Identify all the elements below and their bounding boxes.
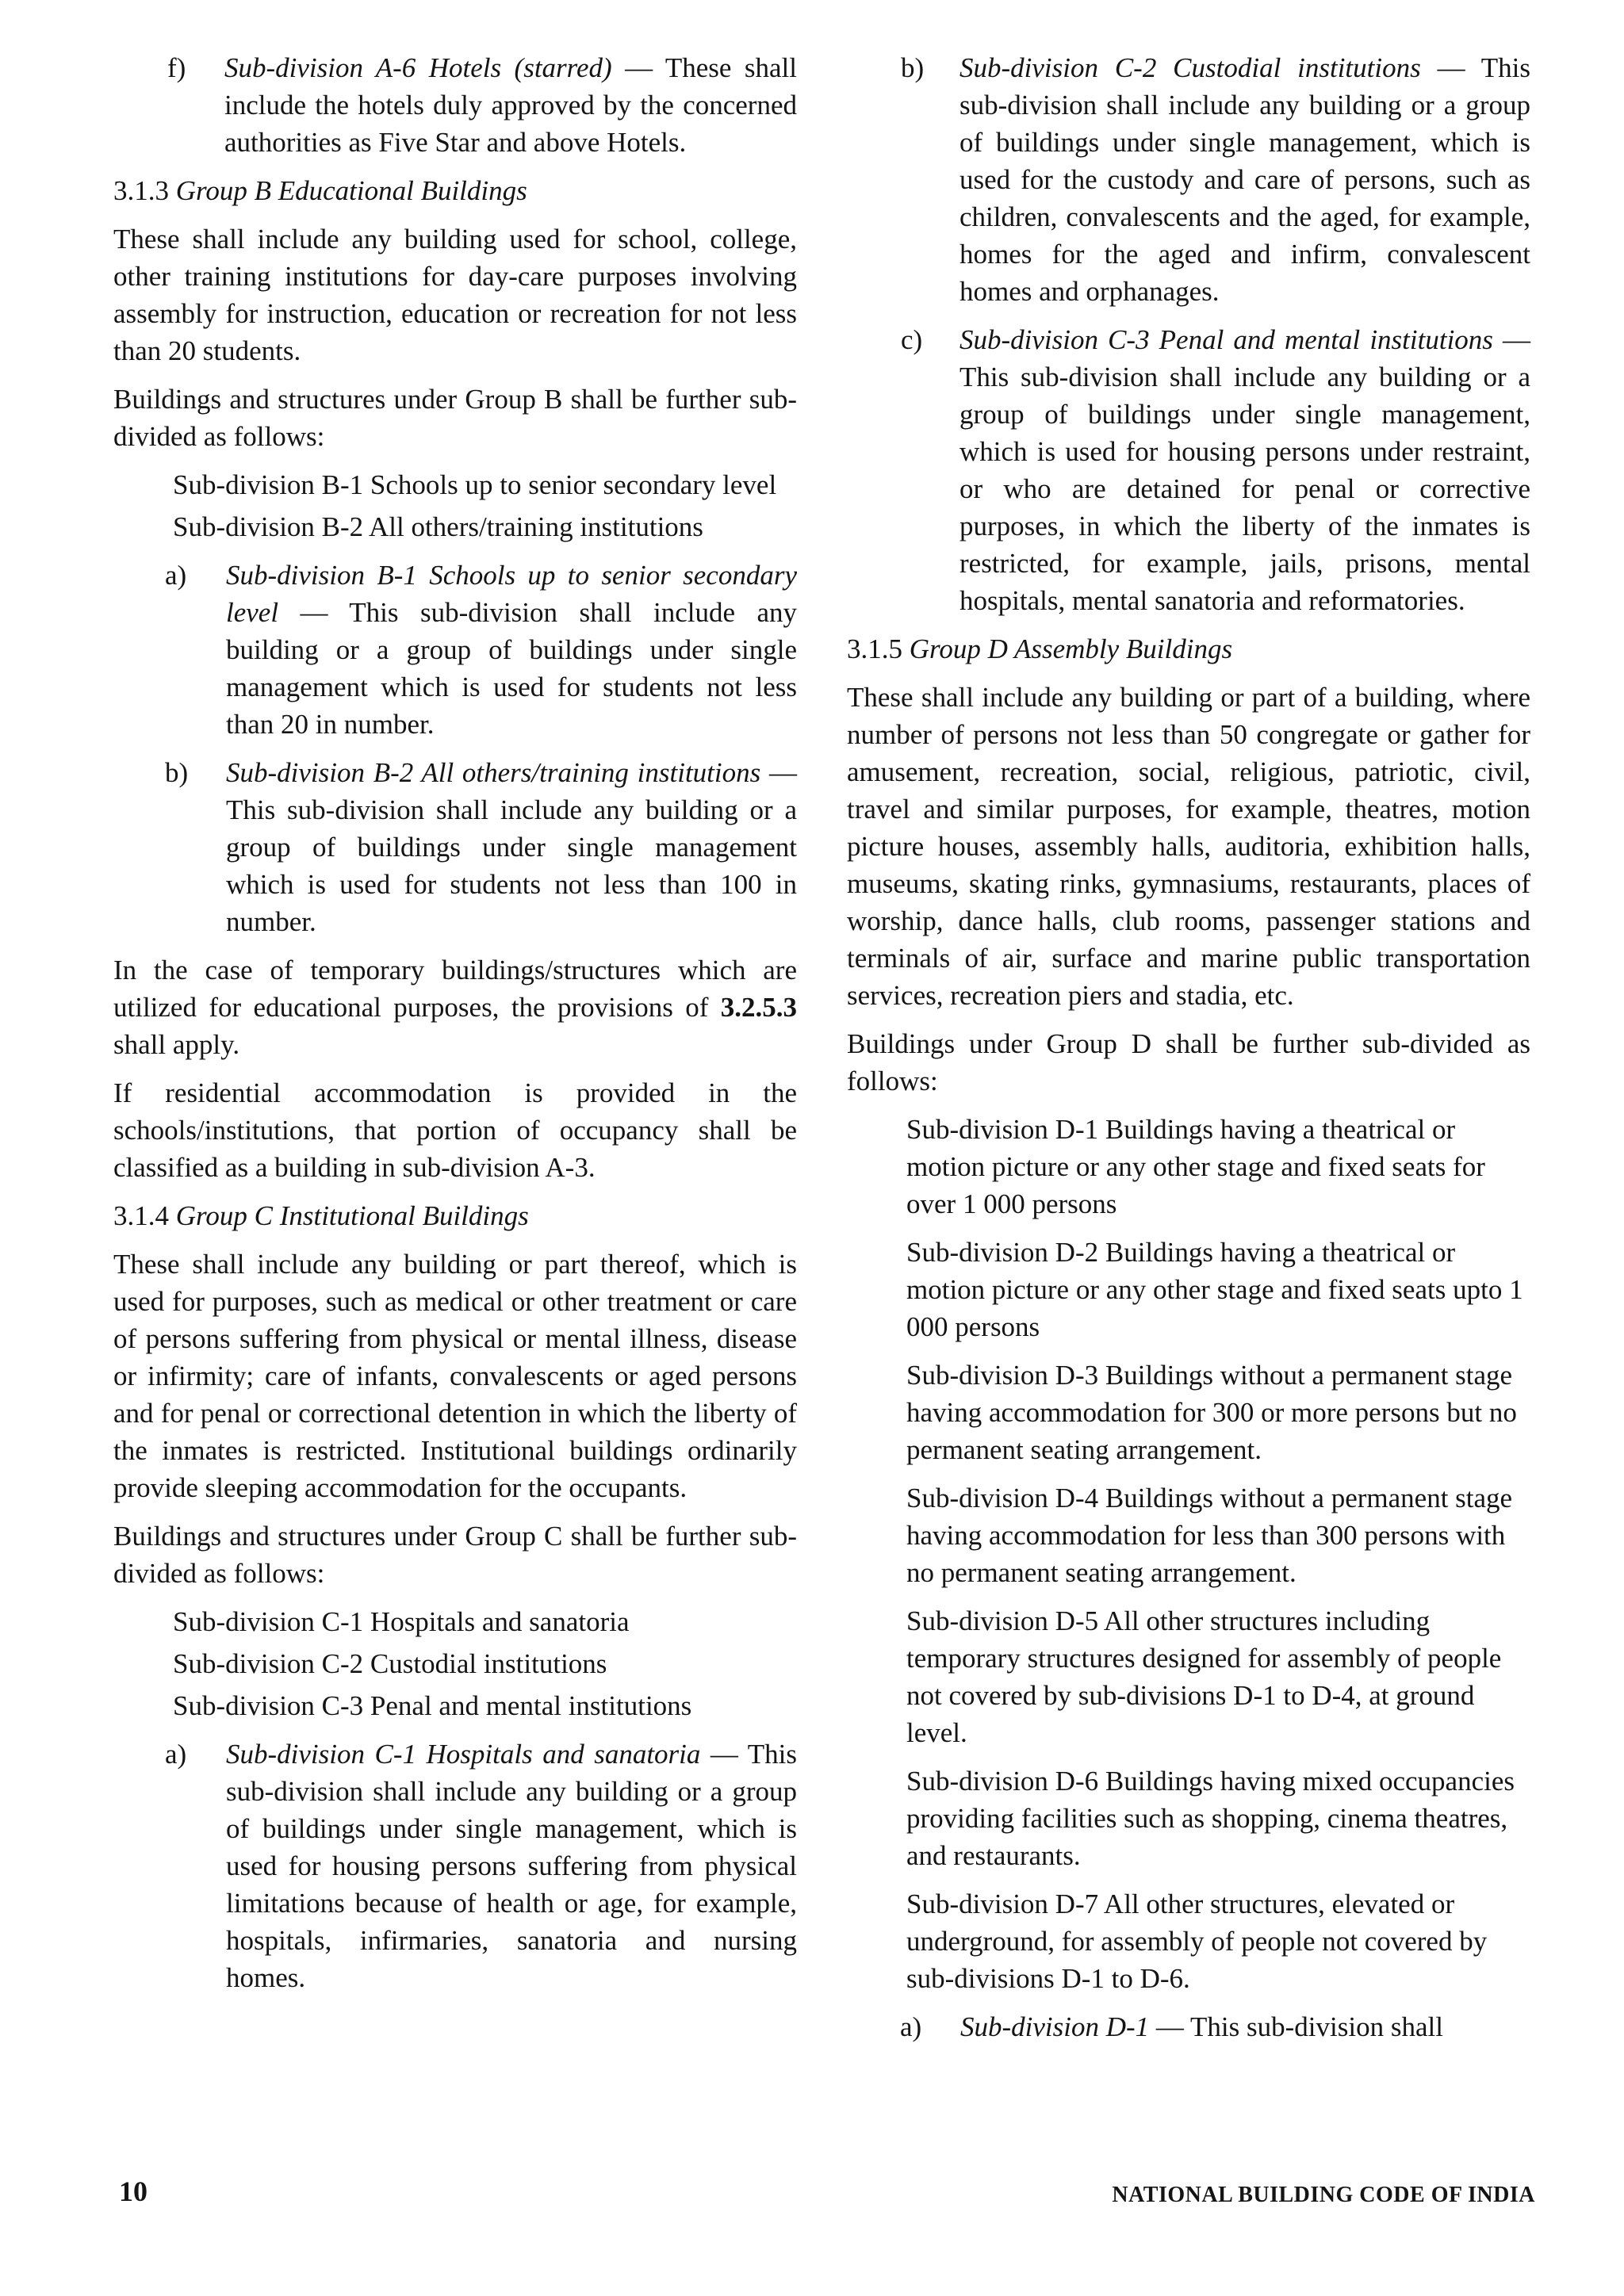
item-text: [226, 557, 797, 743]
paragraph: These shall include any building or part of a building, where number of persons not less than 50 congregate or gather for amusement, recreation, social, religious, patriotic, civil, travel and similar purposes, for example, theatres, motion picture houses, assembly halls, auditoria, exhibition halls, museums, skating rinks, gymnasiums, restaurants, places of worship, dance halls, club rooms, passenger stations and terminals of air, surface and marine public transportation services, recreation piers and stadia, etc.: [847, 682, 1530, 1011]
subdivision-c3-item: [847, 321, 1530, 619]
section-heading-3-1-5: [847, 630, 1530, 668]
item-text: [224, 49, 797, 161]
item-text: [226, 1735, 797, 1996]
paragraph: These shall include any building or part thereof, which is used for purposes, such as medical or other treatment or care of persons suffering from physical or mental illness, disease or infirmity; care of infants, convalescents or aged persons and for penal or correctional detention in which the liberty of the inmates is restricted. Institutional buildings ordinarily provide sleeping accommodation for the occupants.: [113, 1249, 797, 1503]
item-body: — This sub-division shall include any building or a group of buildings under single management, which is used for housing persons under restraint, or who are detained for penal or corrective purposes, in which the liberty of the inmates is restricted, for example, jails, prisons, mental hospitals, mental sanatoria and reformatories.: [959, 324, 1531, 616]
subdivision-list-entry: Sub-division C-2 Custodial institutions: [173, 1648, 607, 1679]
page-number: 10: [119, 2175, 147, 2207]
item-body: — This sub-division shall include any building or a group of buildings under single management, which is used for the custody and care of persons, such as children, convalescents and the aged, for example, homes for the aged and infirm, convalescent homes and orphanages.: [959, 52, 1531, 307]
subdivision-list-entry: Sub-division D-7 All other structures, elevated or underground, for assembly of people not covered by sub-divisions D-1 to D-6.: [906, 1888, 1488, 1994]
item-text: [960, 2008, 1530, 2045]
item-body: — These shall include the hotels duly approved by the concerned authorities as Five Star and above Hotels.: [224, 52, 797, 158]
section-number: 3.1.4: [113, 1200, 169, 1231]
item-title: Sub-division A-6 Hotels (starred): [224, 52, 612, 83]
item-title: Sub-division D-1: [960, 2011, 1150, 2042]
paragraph: [113, 951, 797, 1063]
item-body: — This sub-division shall: [1149, 2011, 1443, 2042]
subdivision-c2-item: [847, 49, 1530, 310]
subdivision-list-entry: Sub-division B-2 All others/training institutions: [173, 511, 703, 542]
subdivision-list-entry: Sub-division D-3 Buildings without a permanent stage having accommodation for 300 or more persons but no permanent seating arrangement.: [906, 1360, 1517, 1465]
paragraph: If residential accommodation is provided in the schools/institutions, that portion of occupancy shall be classified as a building in sub-division A-3.: [113, 1077, 797, 1183]
section-number: 3.1.5: [847, 633, 902, 664]
paragraph: Buildings and structures under Group C shall be further sub-divided as follows:: [113, 1521, 797, 1589]
item-text: [226, 754, 797, 940]
subdivision-d1-item: [847, 2008, 1530, 2045]
item-text: [959, 49, 1530, 310]
item-title: Sub-division B-2 All others/training institutions: [226, 757, 761, 788]
paragraph: Buildings under Group D shall be further sub-divided as follows:: [847, 1028, 1530, 1096]
subdivision-c1-item: [113, 1735, 797, 1996]
item-title: Sub-division C-3 Penal and mental institutions: [959, 324, 1493, 355]
item-label: a): [165, 1739, 187, 1770]
item-label: f): [167, 52, 186, 83]
subdivision-a6-item: [113, 49, 797, 161]
section-title: Group B Educational Buildings: [175, 175, 527, 206]
section-heading-3-1-4: [113, 1197, 797, 1234]
subdivision-list-entry: Sub-division D-5 All other structures including temporary structures designed for assembly of people not covered by sub-divisions D-1 to D-4, at ground level.: [906, 1605, 1502, 1748]
subdivision-b1-item: [113, 557, 797, 743]
subdivision-list-entry: Sub-division D-6 Buildings having mixed occupancies providing facilities such as shopping, cinema theatres, and restaurants.: [906, 1766, 1515, 1871]
subdivision-b2-item: [113, 754, 797, 940]
item-title: Sub-division C-1 Hospitals and sanatoria: [226, 1739, 701, 1770]
item-label: a): [900, 2011, 922, 2042]
right-column: [847, 49, 1530, 2057]
section-title: Group C Institutional Buildings: [175, 1200, 529, 1231]
section-number: 3.1.3: [113, 175, 169, 206]
section-heading-3-1-3: [113, 172, 797, 209]
subdivision-list-entry: Sub-division D-4 Buildings without a permanent stage having accommodation for less than 300 persons with no permanent seating arrangement.: [906, 1483, 1513, 1588]
item-text: [959, 321, 1530, 619]
footer-title: NATIONAL BUILDING CODE OF INDIA: [1112, 2183, 1535, 2207]
section-title: Group D Assembly Buildings: [909, 633, 1233, 664]
item-label: a): [165, 560, 187, 591]
subdivision-list-entry: Sub-division C-1 Hospitals and sanatoria: [173, 1606, 630, 1637]
paragraph-text: shall apply.: [113, 1029, 240, 1060]
paragraph: These shall include any building used for school, college, other training institutions for day-care purposes involving assembly for instruction, education or recreation for not less than 20 students.: [113, 224, 797, 366]
item-title: Sub-division B-1 Schools up to senior secondary level: [226, 560, 797, 628]
item-body: — This sub-division shall include any building or a group of buildings under single management which is used for students not less than 20 in number.: [226, 597, 797, 740]
clause-reference: 3.2.5.3: [720, 992, 797, 1023]
item-label: b): [901, 52, 925, 83]
subdivision-list-entry: Sub-division B-1 Schools up to senior secondary level: [173, 469, 777, 500]
paragraph-text: In the case of temporary buildings/structures which are utilized for educational purposes, the provisions of: [113, 955, 797, 1023]
subdivision-list-entry: Sub-division C-3 Penal and mental institutions: [173, 1690, 692, 1721]
item-title: Sub-division C-2 Custodial institutions: [959, 52, 1421, 83]
item-body: — This sub-division shall include any building or a group of buildings under single management, which is used for housing persons suffering from physical limitations because of health or age, for example, hospitals, infirmaries, sanatoria and nursing homes.: [226, 1739, 797, 1993]
item-label: c): [901, 324, 923, 355]
paragraph: Buildings and structures under Group B shall be further sub-divided as follows:: [113, 384, 797, 452]
subdivision-list-entry: Sub-division D-1 Buildings having a theatrical or motion picture or any other stage and fixed seats for over 1 000 persons: [906, 1114, 1485, 1219]
left-column: [113, 49, 797, 2007]
item-body: — This sub-division shall include any building or a group of buildings under single management which is used for students not less than 100 in number.: [226, 757, 797, 937]
subdivision-list-entry: Sub-division D-2 Buildings having a theatrical or motion picture or any other stage and fixed seats upto 1 000 persons: [906, 1237, 1523, 1342]
item-label: b): [165, 757, 189, 788]
